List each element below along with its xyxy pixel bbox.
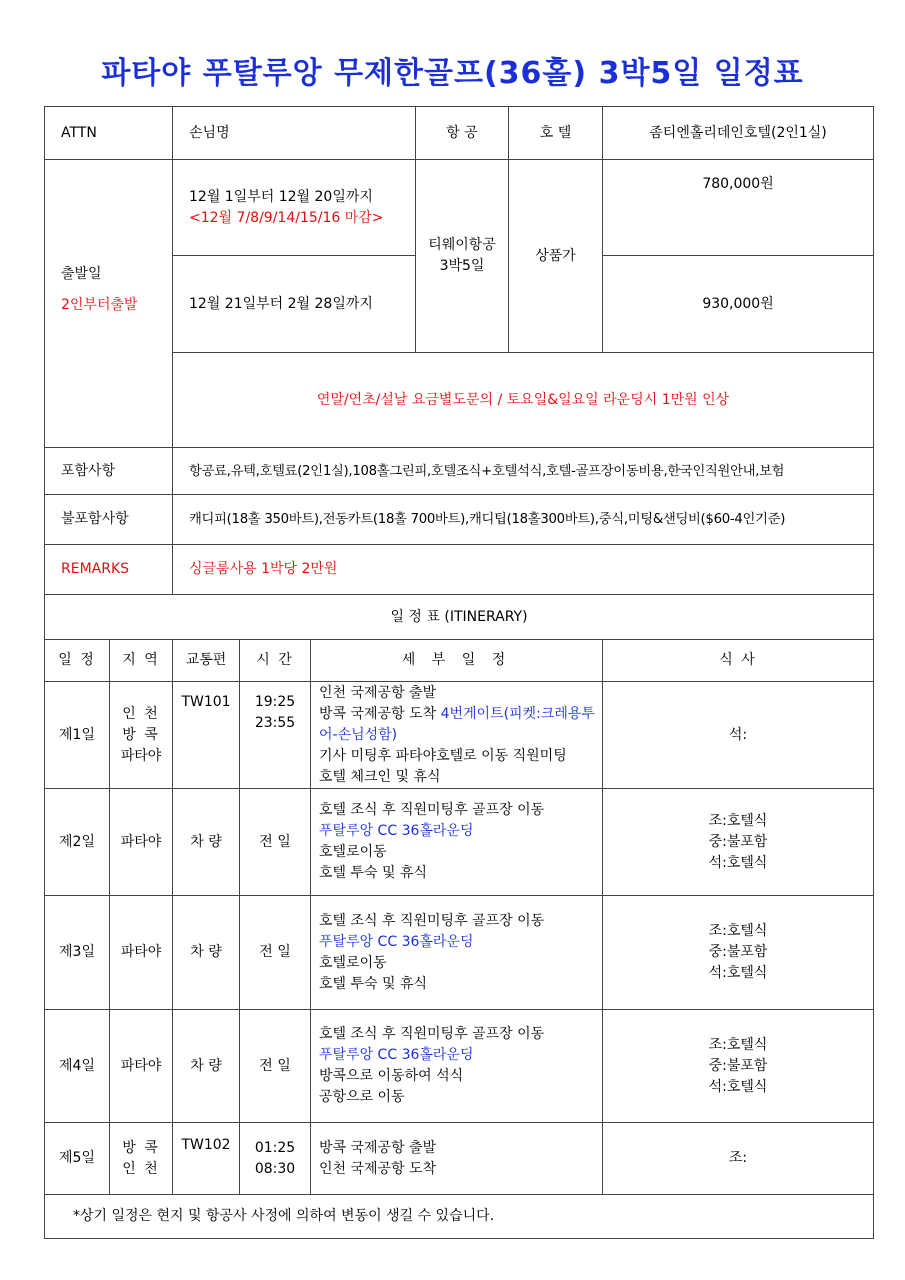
detail-line: 공항으로 이동 [319,1089,405,1105]
attn-label: ATTN [45,107,173,160]
details-cell [311,789,603,896]
detail-line: 호텔 투숙 및 휴식 [319,865,428,881]
day-row [45,896,874,1010]
transport: TW101 [173,682,240,789]
time-cell [240,789,311,896]
col-region: 지 역 [110,640,173,682]
page-title: 파타야 푸탈루앙 무제한골프(36홀) 3박5일 일정표 [101,56,804,91]
excluded-value: 캐디피(18홀 350바트),전동카트(18홀 700바트),캐디팁(18홀300바트),중식,미팅&샌딩비($60-4인기준) [173,495,874,545]
meal-item: 조: [728,1150,748,1166]
col-details: 세 부 일 정 [311,640,603,682]
price-2: 930,000원 [603,256,874,353]
meals-cell [603,682,874,789]
region-cell [110,682,173,789]
region-cell [110,1123,173,1195]
itinerary-title-row [45,595,874,640]
header-row [45,107,874,160]
included-label: 포함사항 [45,448,173,495]
itinerary-sheet [44,106,874,1239]
detail-line: 호텔로이동 [319,954,387,971]
col-time: 시 간 [240,640,311,682]
detail-line: 푸탈루앙 CC 36홀라운딩 [319,933,474,950]
gate-info: 4번게이트(피켓:크레용투어-손님성함) [319,705,595,743]
detail-line: 방콕 국제공항 도착 4번게이트(피켓:크레용투어-손님성함) [319,705,595,743]
region-cell [110,896,173,1010]
period-1-closed: <12월 7/8/9/14/15/16 마감> [189,209,384,226]
airline-line2: 3박5일 [439,258,485,274]
meals-cell [603,1123,874,1195]
meal-item: 조:호텔식 [708,812,768,829]
included-row [45,448,874,495]
meal-item: 중:불포함 [708,833,768,850]
time-item: 23:55 [254,715,296,731]
surcharge-notice: 연말/연초/설날 요금별도문의 / 토요일&일요일 라운딩시 1만원 인상 [173,353,874,448]
excluded-row [45,495,874,545]
excluded-label: 불포함사항 [45,495,173,545]
details-cell [311,682,603,789]
departure-cell [45,160,173,448]
time-cell [240,1123,311,1195]
itinerary-header-row [45,640,874,682]
col-meals: 식 사 [603,640,874,682]
detail-line: 인천 국제공항 도착 [319,1160,437,1177]
time-item: 전 일 [259,944,291,960]
detail-line: 호텔 조식 후 직원미팅후 골프장 이동 [319,802,545,818]
price-1: 780,000원 [603,160,874,256]
detail-line: 방콕으로 이동하여 석식 [319,1068,464,1084]
region-item: 파타야 [120,833,162,850]
meal-item: 중:불포함 [708,1057,768,1074]
transport: 차 량 [173,1010,240,1123]
meal-item: 석: [728,726,748,743]
detail-line: 호텔 체크인 및 휴식 [319,768,441,785]
guest-label: 손님명 [173,107,416,160]
detail-line: 푸탈루앙 CC 36홀라운딩 [319,1047,474,1063]
detail-line: 방콕 국제공항 출발 [319,1139,437,1156]
meal-item: 석:호텔식 [708,965,768,981]
region-item: 인 천 [122,1160,160,1177]
period-2: 12월 21일부터 2월 28일까지 [173,256,416,353]
region-item: 인 천 [122,705,160,722]
day-row [45,1123,874,1195]
meals-cell [603,789,874,896]
detail-line: 푸탈루앙 CC 36홀라운딩 [319,823,474,839]
time-item: 19:25 [254,694,296,710]
region-item: 파타야 [120,944,162,960]
col-transport: 교통편 [173,640,240,682]
detail-line: 기사 미팅후 파타야호텔로 이동 직원미팅 [319,747,567,764]
day-label: 제4일 [45,1010,110,1123]
time-item: 01:25 [254,1139,296,1156]
departure-label: 출발일 [61,266,102,282]
region-cell [110,1010,173,1123]
day-label: 제2일 [45,789,110,896]
footnote: *상기 일정은 현지 및 항공사 사정에 의하여 변동이 생길 수 있습니다. [45,1195,874,1239]
day-label: 제1일 [45,682,110,789]
day-row [45,789,874,896]
day-label: 제3일 [45,896,110,1010]
day-row [45,1010,874,1123]
itinerary-title: 일 정 표 (ITINERARY) [45,595,874,640]
remarks-value: 싱글룸사용 1박당 2만원 [173,545,874,595]
time-item: 전 일 [259,1057,291,1074]
details-cell [311,1123,603,1195]
period-1 [173,160,416,256]
transport: TW102 [173,1123,240,1195]
airline-line1: 티웨이항공 [428,237,496,253]
airline-label: 항 공 [416,107,509,160]
region-item: 방 콕 [122,726,160,743]
meals-cell [603,1010,874,1123]
day-row [45,682,874,789]
meal-item: 석:호텔식 [708,1078,768,1095]
detail-line: 인천 국제공항 출발 [319,684,437,701]
time-cell [240,896,311,1010]
time-cell [240,1010,311,1123]
time-item: 08:30 [254,1160,296,1177]
time-item: 전 일 [259,833,291,850]
region-cell [110,789,173,896]
departure-note: 2인부터출발 [61,297,138,313]
transport: 차 량 [173,789,240,896]
details-cell [311,1010,603,1123]
transport: 차 량 [173,896,240,1010]
meal-item: 중:불포함 [708,944,768,960]
remarks-row [45,545,874,595]
region-item: 파타야 [120,1057,162,1074]
region-item: 파타야 [120,747,162,764]
period-1-text: 12월 1일부터 12월 20일까지 [189,188,373,205]
airline-cell [416,160,509,353]
meal-item: 조:호텔식 [708,923,768,939]
hotel-name: 좀티엔홀리데인호텔(2인1실) [603,107,874,160]
details-cell [311,896,603,1010]
meals-cell [603,896,874,1010]
meal-item: 조:호텔식 [708,1036,768,1053]
time-cell [240,682,311,789]
footnote-row [45,1195,874,1239]
detail-line: 호텔 투숙 및 휴식 [319,975,428,992]
detail-line: 호텔 조식 후 직원미팅후 골프장 이동 [319,912,545,929]
price-label: 상품가 [509,160,603,353]
hotel-label: 호 텔 [509,107,603,160]
day-label: 제5일 [45,1123,110,1195]
meal-item: 석:호텔식 [708,854,768,871]
departure-row-1 [45,160,874,256]
detail-line: 호텔 조식 후 직원미팅후 골프장 이동 [319,1026,545,1042]
remarks-label: REMARKS [45,545,173,595]
region-item: 방 콕 [122,1139,160,1156]
col-day: 일 정 [45,640,110,682]
detail-line: 호텔로이동 [319,844,387,860]
included-value: 항공료,유텍,호텔료(2인1실),108홀그린피,호텔조식+호텔석식,호텔-골프장이동비용,한국인직원안내,보험 [173,448,874,495]
